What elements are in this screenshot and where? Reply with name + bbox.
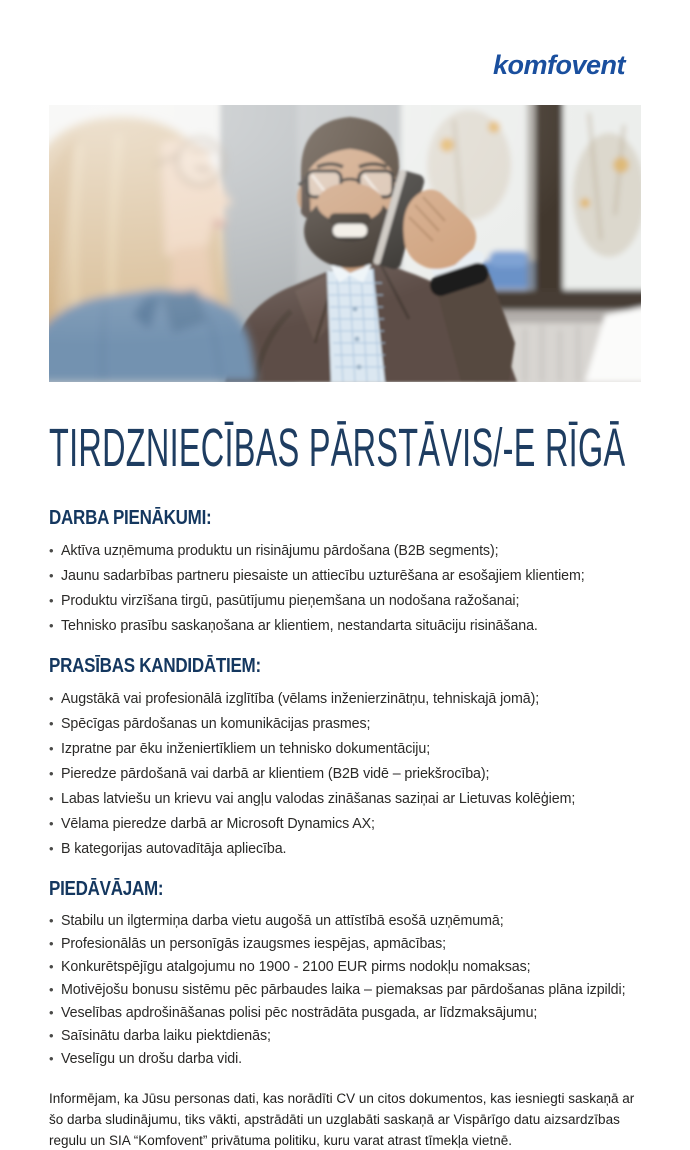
list-item: • Profesionālās un personīgās izaugsmes iespējas, apmācības; [49,932,648,955]
bullet-list [49,686,648,861]
light-overlay [49,105,641,382]
list-item: • Konkurētspējīgu atalgojumu no 1900 - 2100 EUR pirms nodokļu nomaksas; [49,955,648,978]
gdpr-notice: Informējam, ka Jūsu personas dati, kas norādīti CV un citos dokumentos, kas iesniegti saskaņā ar šo darba sludinājumu, tiks vākti, apstrādāti un uzglabāti saskaņā ar Vispārīgo datu aizsardzības regulu un SIA “Komfovent” privātuma politiku, kuru varat atrast tīmekļa vietnē. [49,1091,635,1148]
bullet-list [49,909,648,1070]
page-title-text: TIRDZNIECĪBAS PĀRSTĀVIS/-E RĪGĀ [49,418,626,478]
list-item: • Jaunu sadarbības partneru piesaiste un attiecību uzturēšana ar esošajiem klientiem; [49,563,648,588]
list-item: • Tehnisko prasību saskaņošana ar klientiem, nestandarta situāciju risināšana. [49,613,648,638]
section-prasibas-kandidatiem [49,654,648,861]
list-item: • Veselīgu un drošu darba vidi. [49,1047,648,1070]
list-item: • Produktu virzīšana tirgū, pasūtījumu pieņemšana un nodošana ražošanai; [49,588,648,613]
list-item: • Stabilu un ilgtermiņa darba vietu augošā un attīstībā esošā uzņēmumā; [49,909,648,932]
section-heading: PRASĪBAS KANDIDĀTIEM: [49,655,261,677]
list-item: • Pieredze pārdošanā vai darbā ar klientiem (B2B vidē – priekšrocība); [49,761,648,786]
list-item: • Spēcīgas pārdošanas un komunikācijas prasmes; [49,711,648,736]
hero-photo [49,105,641,382]
section-piedavajam [49,877,648,1070]
list-item: • Aktīva uzņēmuma produktu un risinājumu pārdošana (B2B segments); [49,538,648,563]
list-item: • Motivējošu bonusu sistēmu pēc pārbaudes laika – piemaksas par pārdošanas plāna izpildi; [49,978,648,1001]
list-item: • Augstākā vai profesionālā izglītība (vēlams inženierzinātņu, tehniskajā jomā); [49,686,648,711]
page-title [49,418,648,478]
list-item: • B kategorijas autovadītāja apliecība. [49,836,648,861]
bullet-list [49,538,648,638]
section-heading: PIEDĀVĀJAM: [49,878,164,900]
list-item: • Izpratne par ēku inženiertīkliem un tehnisko dokumentāciju; [49,736,648,761]
office-photo-illustration [49,105,641,382]
list-item: • Vēlama pieredze darbā ar Microsoft Dynamics AX; [49,811,648,836]
header [49,0,648,81]
list-item: • Saīsinātu darba laiku piektdienās; [49,1024,648,1047]
section-heading: DARBA PIENĀKUMI: [49,507,212,529]
section-darba-pienakumi [49,506,648,638]
list-item: • Labas latviešu un krievu vai angļu valodas zināšanas saziņai ar Lietuvas kolēģiem; [49,786,648,811]
list-item: • Veselības apdrošināšanas polisi pēc nostrādāta pusgada, ar līdzmaksājumu; [49,1001,648,1024]
komfovent-logo: komfovent [492,50,625,80]
